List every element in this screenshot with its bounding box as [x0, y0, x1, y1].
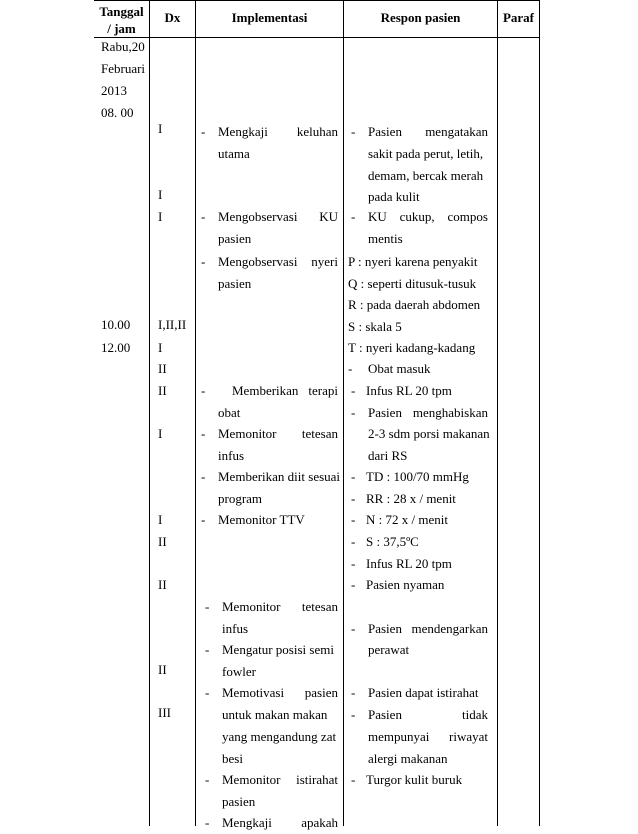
resp-nadi: N : 72 x / menit: [366, 512, 448, 527]
header-respon: Respon pasien: [380, 10, 461, 25]
dx-item: I: [158, 512, 163, 527]
col-line-right: [539, 0, 540, 826]
border-top: [94, 0, 539, 1]
resp-dash: -: [351, 209, 356, 224]
header-dx: Dx: [164, 10, 181, 25]
dx-item: II: [158, 534, 167, 549]
resp-suhu: S : 37,5ºC: [366, 534, 419, 549]
resp-text: 2-3 sdm porsi makanan: [368, 426, 490, 441]
impl-istirahat: Memonitor istirahat: [222, 772, 338, 787]
col-line-1: [149, 0, 150, 826]
impl-dash: -: [201, 124, 206, 139]
resp-dash: -: [351, 707, 356, 722]
impl-text: fowler: [222, 664, 256, 679]
impl-text: infus: [218, 448, 244, 463]
dx-item: I: [158, 209, 163, 224]
resp-dash: -: [351, 685, 356, 700]
resp-nyaman: Pasien nyaman: [366, 577, 445, 592]
time-1: 08. 00: [101, 105, 134, 120]
header-paraf: Paraf: [502, 10, 535, 25]
header-implementasi: Implementasi: [231, 10, 308, 25]
resp-keluhan: Pasien mengatakan: [368, 124, 488, 139]
resp-text: pada kulit: [368, 189, 420, 204]
resp-pqrst-r: R : pada daerah abdomen: [348, 297, 481, 312]
resp-rr: RR : 28 x / menit: [366, 491, 456, 506]
impl-dash: -: [201, 254, 206, 269]
impl-text: utama: [218, 146, 250, 161]
resp-dash: -: [348, 361, 353, 376]
resp-dash: -: [351, 621, 356, 636]
col-line-3: [343, 0, 344, 826]
resp-dash: -: [351, 383, 356, 398]
impl-text: besi: [222, 751, 243, 766]
dx-item: II: [158, 361, 167, 376]
impl-ttv: Memonitor TTV: [218, 512, 305, 527]
resp-dash: -: [351, 577, 356, 592]
impl-terapi-obat: Memberikan terapi: [232, 383, 338, 398]
impl-observasi-ku: Mengobservasi KU: [218, 209, 338, 224]
date-month: Februari: [101, 61, 146, 76]
impl-posisi: Mengatur posisi semi: [222, 642, 334, 657]
impl-text: pasien: [218, 276, 252, 291]
resp-text: alergi makanan: [368, 751, 448, 766]
dx-item: II: [158, 577, 167, 592]
impl-observasi-nyeri: Mengobservasi nyeri: [218, 254, 338, 269]
resp-pqrst-s: S : skala 5: [348, 319, 402, 334]
resp-ku: KU cukup, compos: [368, 209, 488, 224]
resp-pqrst-t: T : nyeri kadang-kadang: [348, 340, 476, 355]
impl-dash: -: [201, 209, 206, 224]
dx-item: I: [158, 187, 163, 202]
dx-item: I: [158, 121, 163, 136]
resp-infus: Infus RL 20 tpm: [366, 383, 452, 398]
impl-motivasi: Memotivasi pasien: [222, 685, 338, 700]
impl-dash: -: [201, 426, 206, 441]
impl-dash: -: [205, 772, 210, 787]
impl-dash: -: [205, 599, 210, 614]
resp-infus-2: Infus RL 20 tpm: [366, 556, 452, 571]
resp-dash: -: [351, 469, 356, 484]
time-2: 10.00: [101, 317, 131, 332]
impl-text: pasien: [218, 231, 252, 246]
resp-dash: -: [351, 556, 356, 571]
resp-istirahat: Pasien dapat istirahat: [368, 685, 479, 700]
date-year: 2013: [101, 83, 127, 98]
resp-mendengarkan: Pasien mendengarkan: [368, 621, 488, 636]
impl-tetesan-infus: Memonitor tetesan: [218, 426, 338, 441]
dx-item: II: [158, 662, 167, 677]
resp-text: dari RS: [368, 448, 408, 463]
resp-dash: -: [351, 772, 356, 787]
resp-dash: -: [351, 491, 356, 506]
impl-dash: -: [205, 685, 210, 700]
resp-pqrst-p: P : nyeri karena penyakit: [348, 254, 478, 269]
impl-dash: -: [201, 383, 206, 398]
resp-text: demam, bercak merah: [368, 168, 484, 183]
impl-dash: -: [201, 512, 206, 527]
date-day: Rabu,20: [101, 39, 145, 54]
resp-habis: Pasien menghabiskan: [368, 405, 488, 420]
resp-dash: -: [351, 405, 356, 420]
resp-alergi-2: mempunyai riwayat: [368, 729, 488, 744]
resp-dash: -: [351, 512, 356, 527]
dx-item: III: [158, 705, 171, 720]
impl-diit: Memberikan diit sesuai: [218, 469, 341, 484]
resp-text: mentis: [368, 231, 403, 246]
impl-dash: -: [201, 469, 206, 484]
dx-item: I: [158, 340, 163, 355]
border-header-bottom: [94, 37, 539, 38]
header-tanggal: Tanggal / jam: [99, 4, 144, 36]
dx-item: I,II,II: [158, 317, 187, 332]
impl-text: pasien: [222, 794, 256, 809]
impl-dash: -: [205, 642, 210, 657]
resp-text: sakit pada perut, letih,: [368, 146, 484, 161]
impl-text: yang mengandung zat: [222, 729, 337, 744]
resp-text: perawat: [368, 642, 410, 657]
col-line-4: [497, 0, 498, 826]
impl-tetesan-infus-2: Memonitor tetesan: [222, 599, 338, 614]
resp-pqrst-q: Q : seperti ditusuk-tusuk: [348, 276, 477, 291]
col-line-2: [195, 0, 196, 826]
impl-dash: -: [205, 815, 210, 830]
dx-item: I: [158, 426, 163, 441]
impl-text: obat: [218, 405, 241, 420]
impl-text: infus: [222, 621, 248, 636]
impl-mengkaji-apakah: Mengkaji apakah: [222, 815, 338, 830]
resp-dash: -: [351, 534, 356, 549]
impl-mengkaji-keluhan: Mengkaji keluhan: [218, 124, 338, 139]
resp-td: TD : 100/70 mmHg: [366, 469, 469, 484]
impl-text: program: [218, 491, 263, 506]
resp-turgor: Turgor kulit buruk: [366, 772, 463, 787]
resp-obat: Obat masuk: [368, 361, 431, 376]
dx-item: II: [158, 383, 167, 398]
resp-alergi: Pasien tidak: [368, 707, 488, 722]
impl-text: untuk makan makan: [222, 707, 328, 722]
time-3: 12.00: [101, 340, 131, 355]
resp-dash: -: [351, 124, 356, 139]
